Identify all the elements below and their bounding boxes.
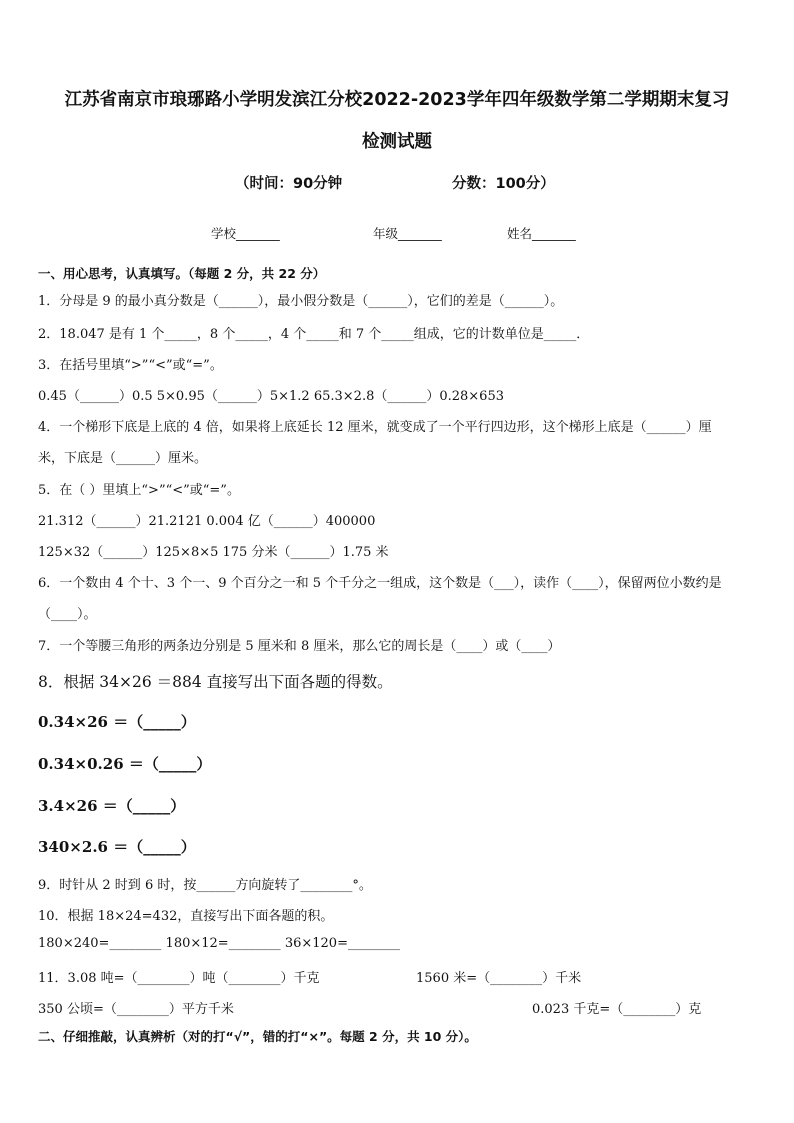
- school-field: 学校_______: [211, 226, 280, 241]
- question-8-d: 340×2.6 ＝（_____）: [38, 838, 196, 856]
- grade-field: 年级_______: [373, 226, 442, 241]
- question-5-items-1: 21.312（______）21.2121 0.004 亿（______）400000: [38, 514, 376, 529]
- question-7: 7．一个等腰三角形的两条边分别是 5 厘米和 8 厘米，那么它的周长是（____）或（____）: [38, 639, 561, 654]
- exam-score: 分数：100分）: [452, 176, 555, 192]
- question-2: 2．18.047 是有 1 个_____，8 个_____，4 个_____和 7 个_____组成，它的计数单位是_____．: [38, 327, 590, 342]
- question-11-c: 350 公顷=（________）平方千米: [38, 1002, 234, 1017]
- question-8: 8．根据 34×26 ＝884 直接写出下面各题的得数。: [38, 673, 393, 691]
- title-line-2: 检测试题: [362, 132, 432, 152]
- question-11-b: 1560 米=（________）千米: [416, 971, 582, 986]
- question-8-c: 3.4×26 ＝（_____）: [38, 797, 186, 815]
- question-8-b: 0.34×0.26 ＝（_____）: [38, 755, 212, 773]
- question-10: 10．根据 18×24=432，直接写出下面各题的积。: [38, 909, 334, 924]
- question-6-line-2: （____）。: [38, 607, 97, 622]
- question-4-line-2: 米，下底是（______）厘米。: [38, 451, 208, 466]
- question-8-a: 0.34×26 ＝（_____）: [38, 713, 196, 731]
- question-1: 1．分母是 9 的最小真分数是（______），最小假分数是（______），它们的差是（______）。: [38, 294, 564, 309]
- question-3-items: 0.45（______）0.5 5×0.95（______）5×1.2 65.3×2.8（______）0.28×653: [38, 389, 504, 404]
- question-5: 5．在（ ）里填上“>”“<”或“=”。: [38, 483, 240, 498]
- exam-time: （时间：90分钟: [235, 176, 343, 192]
- question-5-items-2: 125×32（______）125×8×5 175 分米（______）1.75 米: [38, 545, 389, 560]
- question-3: 3．在括号里填“>”“<”或“=”。: [38, 358, 223, 373]
- question-6-line-1: 6．一个数由 4 个十、3 个一、9 个百分之一和 5 个千分之一组成，这个数是（___），读作（____），保留两位小数约是: [38, 576, 722, 591]
- name-field: 姓名_______: [507, 226, 576, 241]
- question-4-line-1: 4．一个梯形下底是上底的 4 倍，如果将上底延长 12 厘米，就变成了一个平行四边形，这个梯形上底是（______）厘: [38, 420, 712, 435]
- question-11-a: 11．3.08 吨=（________）吨（________）千克: [38, 971, 320, 986]
- title-line-1: 江苏省南京市琅琊路小学明发滨江分校2022-2023学年四年级数学第二学期期末复习: [64, 90, 730, 110]
- question-11-d: 0.023 千克=（________）克: [532, 1002, 702, 1017]
- section-1-heading: 一、用心思考，认真填写。（每题 2 分，共 22 分）: [38, 266, 326, 281]
- question-10-items: 180×240=________ 180×12=________ 36×120=________: [38, 936, 400, 951]
- question-9: 9．时针从 2 时到 6 时，按______方向旋转了________°。: [38, 878, 372, 893]
- section-2-heading: 二、仔细推敲，认真辨析（对的打“√”，错的打“×”。每题 2 分，共 10 分）。: [38, 1029, 477, 1044]
